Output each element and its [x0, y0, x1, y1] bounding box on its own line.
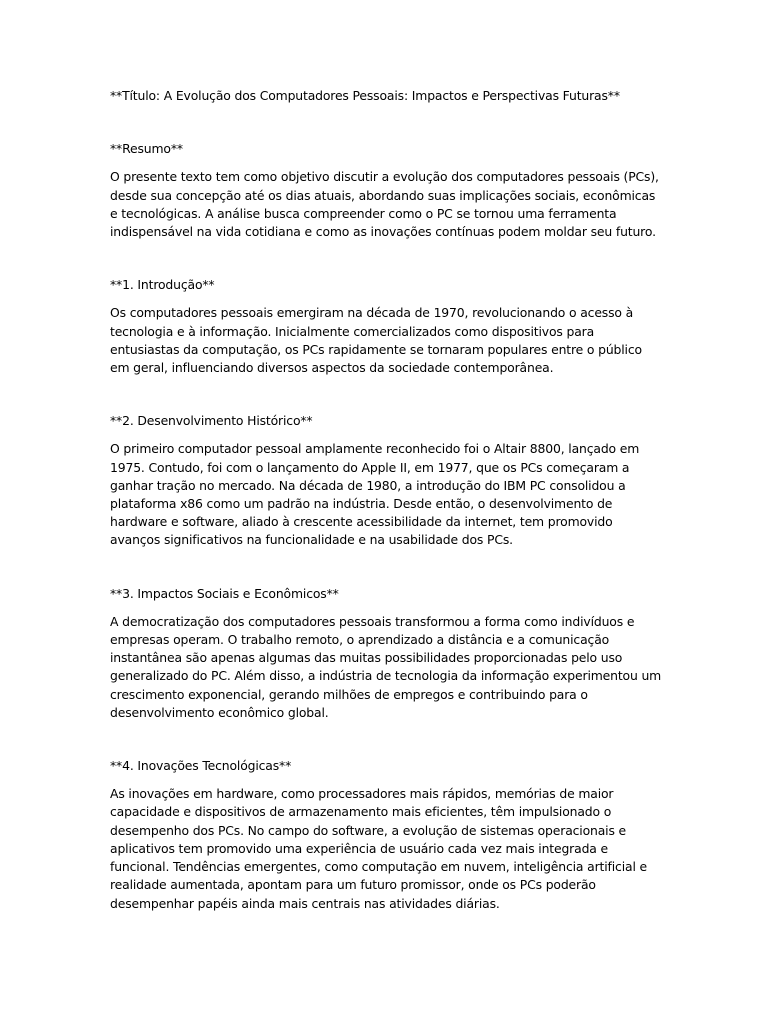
section-desenvolvimento-historico: [110, 412, 662, 549]
section-resumo: [110, 140, 662, 241]
document-body: [110, 87, 662, 948]
section-text-impactos: A democratização dos computadores pessoais transformou a forma como indivíduos e empresas operam. O trabalho remoto, o aprendizado a distância e a comunicação instantânea são apenas algumas das muitas possibilidades proporcionadas pelo uso generalizado do PC. Além disso, a indústria de tecnologia da informação experimentou um crescimento exponencial, gerando milhões de empregos e contribuindo para o desenvolvimento econômico global.: [110, 613, 662, 720]
document-title: **Título: A Evolução dos Computadores Pessoais: Impactos e Perspectivas Futuras**: [110, 88, 620, 103]
section-inovacoes: [110, 757, 662, 913]
section-heading-introducao: **1. Introdução**: [110, 277, 215, 293]
section-text-desenvolvimento-historico: O primeiro computador pessoal amplamente reconhecido foi o Altair 8800, lançado em 1975. Contudo, foi com o lançamento do Apple II, em 1977, que os PCs começaram a ganhar tração no mercado. Na década de 1980, a introdução do IBM PC consolidou a plataforma x86 como um padrão na indústria. Desde então, o desenvolvimento de hardware e software, aliado à crescente acessibilidade da internet, tem promovido avanços significativos na funcionalidade e na usabilidade dos PCs.: [110, 441, 640, 548]
section-text-inovacoes: As inovações em hardware, como processadores mais rápidos, memórias de maior capacidade e dispositivos de armazenamento mais eficientes, têm impulsionado o desempenho dos PCs. No campo do software, a evolução de sistemas operacionais e aplicativos tem promovido uma experiência de usuário cada vez mais integrada e funcional. Tendências emergentes, como computação em nuvem, inteligência artificial e realidade aumentada, apontam para um futuro promissor, onde os PCs poderão desempenhar papéis ainda mais centrais nas atividades diárias.: [110, 786, 648, 911]
section-text-introducao: Os computadores pessoais emergiram na década de 1970, revolucionando o acesso à tecnologia e à informação. Inicialmente comercializados como dispositivos para entusiastas da computação, os PCs rapidamente se tornaram populares entre o público em geral, influenciando diversos aspectos da sociedade contemporânea.: [110, 305, 642, 376]
section-text-resumo: O presente texto tem como objetivo discutir a evolução dos computadores pessoais (PCs), desde sua concepção até os dias atuais, abordando suas implicações sociais, econômicas e tecnológicas. A análise busca compreender como o PC se tornou uma ferramenta indispensável na vida cotidiana e como as inovações contínuas podem moldar seu futuro.: [110, 169, 659, 240]
section-heading-impactos: **3. Impactos Sociais e Econômicos**: [110, 585, 339, 601]
section-heading-resumo: **Resumo**: [110, 141, 183, 157]
section-heading-inovacoes: **4. Inovações Tecnológicas**: [110, 758, 292, 774]
section-impactos: [110, 585, 662, 722]
section-heading-desenvolvimento-historico: **2. Desenvolvimento Histórico**: [110, 413, 313, 429]
section-introducao: [110, 276, 662, 377]
